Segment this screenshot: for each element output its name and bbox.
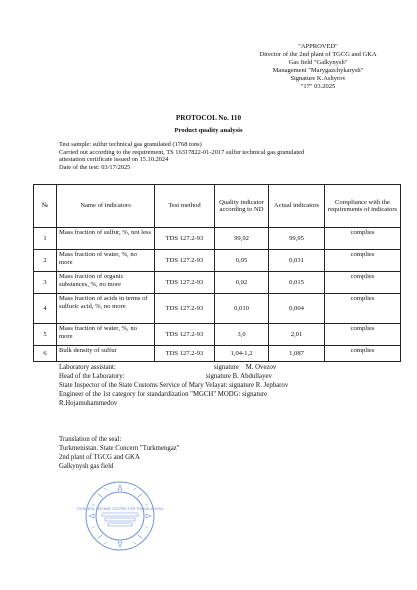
approval-line: Gas field "Galkynysh" — [288, 59, 348, 67]
test-metadata — [59, 141, 389, 172]
row-quality: 1,04-1,2 — [215, 346, 269, 362]
row-quality: 3,0 — [215, 324, 269, 346]
row-actual: 2,01 — [269, 324, 325, 346]
assistant-signature: signature M. Ovezov — [214, 364, 277, 371]
row-number: 5 — [34, 324, 57, 346]
signature-block — [59, 364, 409, 408]
row-quality: 99,92 — [215, 228, 269, 250]
header-actual: Actual indicators — [269, 185, 325, 228]
row-actual: 1,087 — [269, 346, 325, 362]
engineer-name: R.Hojamuhammedov — [59, 399, 118, 407]
header-method: Test method — [155, 185, 215, 228]
head-signature: signature B. Abdullayev — [206, 372, 272, 380]
row-method: TDS 127.2-93 — [155, 324, 215, 346]
table-row — [34, 272, 401, 294]
table-row — [34, 250, 401, 272]
engineer-signature: Engineer of the 1st category for standardization "MGCH" MODG: signature — [59, 390, 268, 398]
row-quality: 0,05 — [215, 250, 269, 272]
row-method: TDS 127.2-93 — [155, 294, 215, 324]
row-actual: 0,031 — [269, 250, 325, 272]
seal-line: Turkmenistan. State Concern "Turkmengaz" — [59, 444, 180, 452]
row-compliance: complies — [325, 272, 401, 294]
row-number: 1 — [34, 228, 57, 250]
row-method: TDS 127.2-93 — [155, 272, 215, 294]
header-quality: Quality indicator according to ND — [215, 185, 269, 228]
row-compliance: complies — [325, 228, 401, 250]
table-row — [34, 294, 401, 324]
approval-line: Signature K.Ashyrov — [290, 75, 346, 83]
row-number: 3 — [34, 272, 57, 294]
header-name: Name of indicators — [57, 185, 155, 228]
row-quality: 0,010 — [215, 294, 269, 324]
table-row — [34, 346, 401, 362]
inspector-signature: State Inspector of the State Customs Service of Mary Velayat: signature R. Jepbarov — [59, 381, 289, 389]
test-requirement: Carried out according to the requirement, TS 16317822-01-2017 sulfur technical gas granulated — [59, 148, 305, 156]
row-number: 4 — [34, 294, 57, 324]
row-compliance: complies — [325, 324, 401, 346]
row-actual: 0,015 — [269, 272, 325, 294]
row-method: TDS 127.2-93 — [155, 250, 215, 272]
row-indicator: Mass fraction of water, %, no more — [57, 250, 155, 272]
row-quality: 0,02 — [215, 272, 269, 294]
header-number: № — [34, 185, 57, 228]
seal-translation — [59, 436, 389, 472]
seal-heading: Translation of the seal: — [59, 436, 122, 443]
protocol-title: PROTOCOL No. 110 — [175, 114, 242, 122]
row-actual: 99,95 — [269, 228, 325, 250]
row-compliance: complies — [325, 346, 401, 362]
test-sample: Test sample: sulfur technical gas granulated (1768 tons) — [59, 141, 202, 148]
row-actual: 0,004 — [269, 294, 325, 324]
translation-stamp-seal — [76, 480, 164, 552]
head-signature-row — [59, 373, 409, 382]
seal-line: 2nd plant of TGCG and GKA — [59, 453, 140, 461]
table-row — [34, 228, 401, 250]
protocol-subtitle: Product quality analysis — [174, 127, 243, 134]
row-indicator: Mass fraction of organic substances, %, no more — [57, 272, 155, 294]
row-indicator: Mass fraction of acids in terms of sulfuric acid, %, no more — [57, 294, 155, 324]
row-number: 2 — [34, 250, 57, 272]
approval-line: "17" 03.2025 — [300, 83, 336, 91]
certificate-date: attestation certificate issued on 15.10.2024 — [59, 156, 169, 164]
approval-line: Management "Marygazchykarysh" — [272, 67, 364, 75]
row-indicator: Mass fraction of water, %, no more — [57, 324, 155, 346]
row-indicator: Bulk density of sulfur — [57, 346, 155, 362]
approval-block — [238, 43, 398, 92]
head-label: Head of the Laboratory: — [59, 372, 125, 380]
row-compliance: complies — [325, 250, 401, 272]
table-row — [34, 324, 401, 346]
seal-center-text: TURKMEN-TERJIME CENTRE FOR TRANSLATIONS — [76, 507, 164, 511]
row-indicator: Mass fraction of sulfur, %, not less — [57, 228, 155, 250]
test-date: Date of the test: 03/17/2025 — [59, 164, 131, 172]
header-compliance: Compliance with the requirements of indicators — [325, 185, 401, 228]
row-method: TDS 127.2-93 — [155, 346, 215, 362]
approval-line: Director of the 2nd plant of TGCG and GKA — [259, 51, 377, 59]
table-header-row — [34, 185, 401, 228]
assistant-signature-row — [59, 364, 409, 373]
approval-line: "APPROVED" — [298, 43, 338, 50]
row-compliance: complies — [325, 294, 401, 324]
seal-line: Galkynysh gas field — [59, 462, 114, 470]
row-number: 6 — [34, 346, 57, 362]
results-table — [33, 184, 401, 362]
row-method: TDS 127.2-93 — [155, 228, 215, 250]
assistant-label: Laboratory assistant: — [59, 364, 116, 371]
